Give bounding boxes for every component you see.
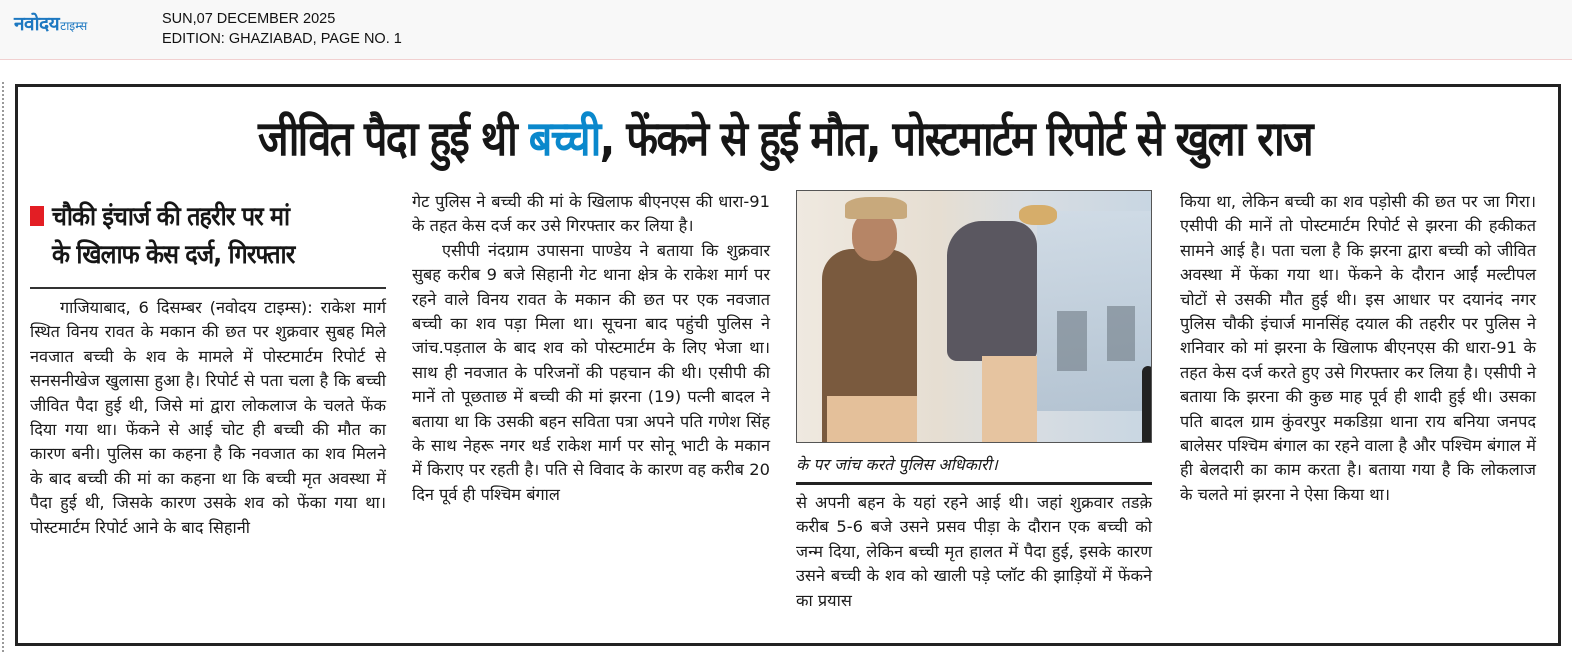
logo-sub-text: टाइम्स (60, 19, 88, 33)
subheadline (30, 198, 386, 274)
headline-highlight: बच्ची (528, 111, 600, 167)
red-bullet-icon (30, 206, 44, 226)
headline-part-2: , फेंकने से हुई मौत, पोस्टमार्टम रिपोर्ट से खुला राज (599, 111, 1312, 167)
column-3-text: से अपनी बहन के यहां रहने आई थी। जहां शुक्रवार तडक़े करीब 5-6 बजे उसने प्रसव पीड़ा के दौरान एक बच्ची को जन्म दिया, लेकिन बच्ची मृत हालत में पैदा हुई, इसके कारण उसने बच्ची के शव को खाली पड़े प्लॉट की झाड़ियों में फेंकने का प्रयास (796, 493, 1152, 610)
column-2-paragraph-1: गेट पुलिस ने बच्ची की मां के खिलाफ बीएनएस की धारा-91 के तहत केस दर्ज कर उसे गिरफ्तार कर लिया है। (412, 192, 770, 236)
subheadline-divider (30, 287, 386, 289)
subheadline-line-1: चौकी इंचार्ज की तहरीर पर मां (52, 202, 290, 232)
photo-caption: के पर जांच करते पुलिस अधिकारी। (796, 455, 998, 474)
publication-date: SUN,07 DECEMBER 2025 (162, 11, 336, 27)
article-column-2 (412, 190, 770, 507)
edition-info (162, 9, 402, 49)
column-2-paragraph-2: एसीपी नंदग्राम उपासना पाण्डेय ने बताया कि शुक्रवार सुबह करीब 9 बजे सिहानी गेट थाना क्षेत्र के राकेश मार्ग पर रहने वाले विनय रावत के मकान की छत पर एक नवजात बच्ची का शव पड़ा मिला था। सूचना बाद पहुंची पुलिस ने जांच.पड़ताल के बाद शव को पोस्टमार्टम के लिए भेजा था। साथ ही नवजात के परिजनों की पहचान की थी। एसीपी की मानें तो पूछताछ में बच्ची की मां झरना (19) पत्नी बादल ने बताया था कि उसकी बहन सविता पत्रा अपने पति गणेश सिंह के साथ नेहरू नगर थर्ड राकेश मार्ग पर सोनू भाटी के मकान में किराए पर रहती है। पति से विवाद के कारण वह करीब 20 दिन पूर्व ही पश्चिम बंगाल (412, 240, 770, 504)
epaper-header-bar (0, 0, 1572, 60)
page-edge-divider (2, 82, 4, 652)
edition-page: EDITION: GHAZIABAD, PAGE NO. 1 (162, 31, 402, 47)
headline-part-1: जीवित पैदा हुई थी (258, 111, 529, 167)
article-column-4 (1180, 190, 1536, 507)
logo-main-text: नवोदय (14, 13, 60, 35)
article-column-1 (30, 190, 386, 540)
newspaper-logo[interactable] (14, 10, 87, 36)
column-1-text: गाजियाबाद, 6 दिसम्बर (नवोदय टाइम्स): राकेश मार्ग स्थित विनय रावत के मकान की छत पर शुक्रवार सुबह मिले नवजात बच्ची के शव के मामले में पोस्टमार्टम रिपोर्ट से सनसनीखेज खुलासा हुआ है। रिपोर्ट से पता चला है कि बच्ची जीवित पैदा हुई थी, जिसे मां द्वारा लोकलाज के चलते फेंक दिया गया था। फेंकने से आई चोट ही बच्ची की मौत का कारण बनी। पुलिस का कहना है कि नवजात का शव मिलने के बाद बच्ची की मां का कहना था कि बच्ची मृत अवस्था में पैदा हुई थी, जिसके कारण उसके शव को फेंका गया था। पोस्टमार्टम रिपोर्ट आने के बाद सिहानी (30, 298, 386, 537)
column-4-text: किया था, लेकिन बच्ची का शव पड़ोसी की छत पर जा गिरा। एसीपी की मानें तो पोस्टमार्टम रिपोर्ट से झरना की हकीकत सामने आई है। पता चला है कि झरना द्वारा बच्ची को जीवित अवस्था में फेंका गया था। फेंकने के दौरान आईं मल्टीपल चोटों से उसकी मौत हुई थी। इस आधार पर दयानंद नगर पुलिस चौकी इंचार्ज मानसिंह दयाल की तहरीर पर पुलिस ने शनिवार को मां झरना के खिलाफ बीएनएस की धारा-91 के तहत केस दर्ज करते हुए उसे गिरफ्तार कर लिया है। एसीपी ने बताया कि झरना की कुछ माह पूर्व ही शादी हुई थी। उसका पति बादल ग्राम कुंवरपुर मकडिय़ा थाना राय बनिया जनपद बालेसर पश्चिम बंगाल का रहने वाला है और पश्चिम बंगाल में ही बेलदारी का काम करता है। बताया गया है कि लोकलाज के चलते मां झरना ने ऐसा किया था। (1180, 192, 1536, 504)
article-column-3 (796, 190, 1152, 613)
caption-divider (796, 482, 1152, 485)
police-officers-photo[interactable] (796, 190, 1152, 443)
subheadline-line-2: के खिलाफ केस दर्ज, गिरफ्तार (52, 240, 295, 270)
article-headline (127, 100, 1443, 178)
